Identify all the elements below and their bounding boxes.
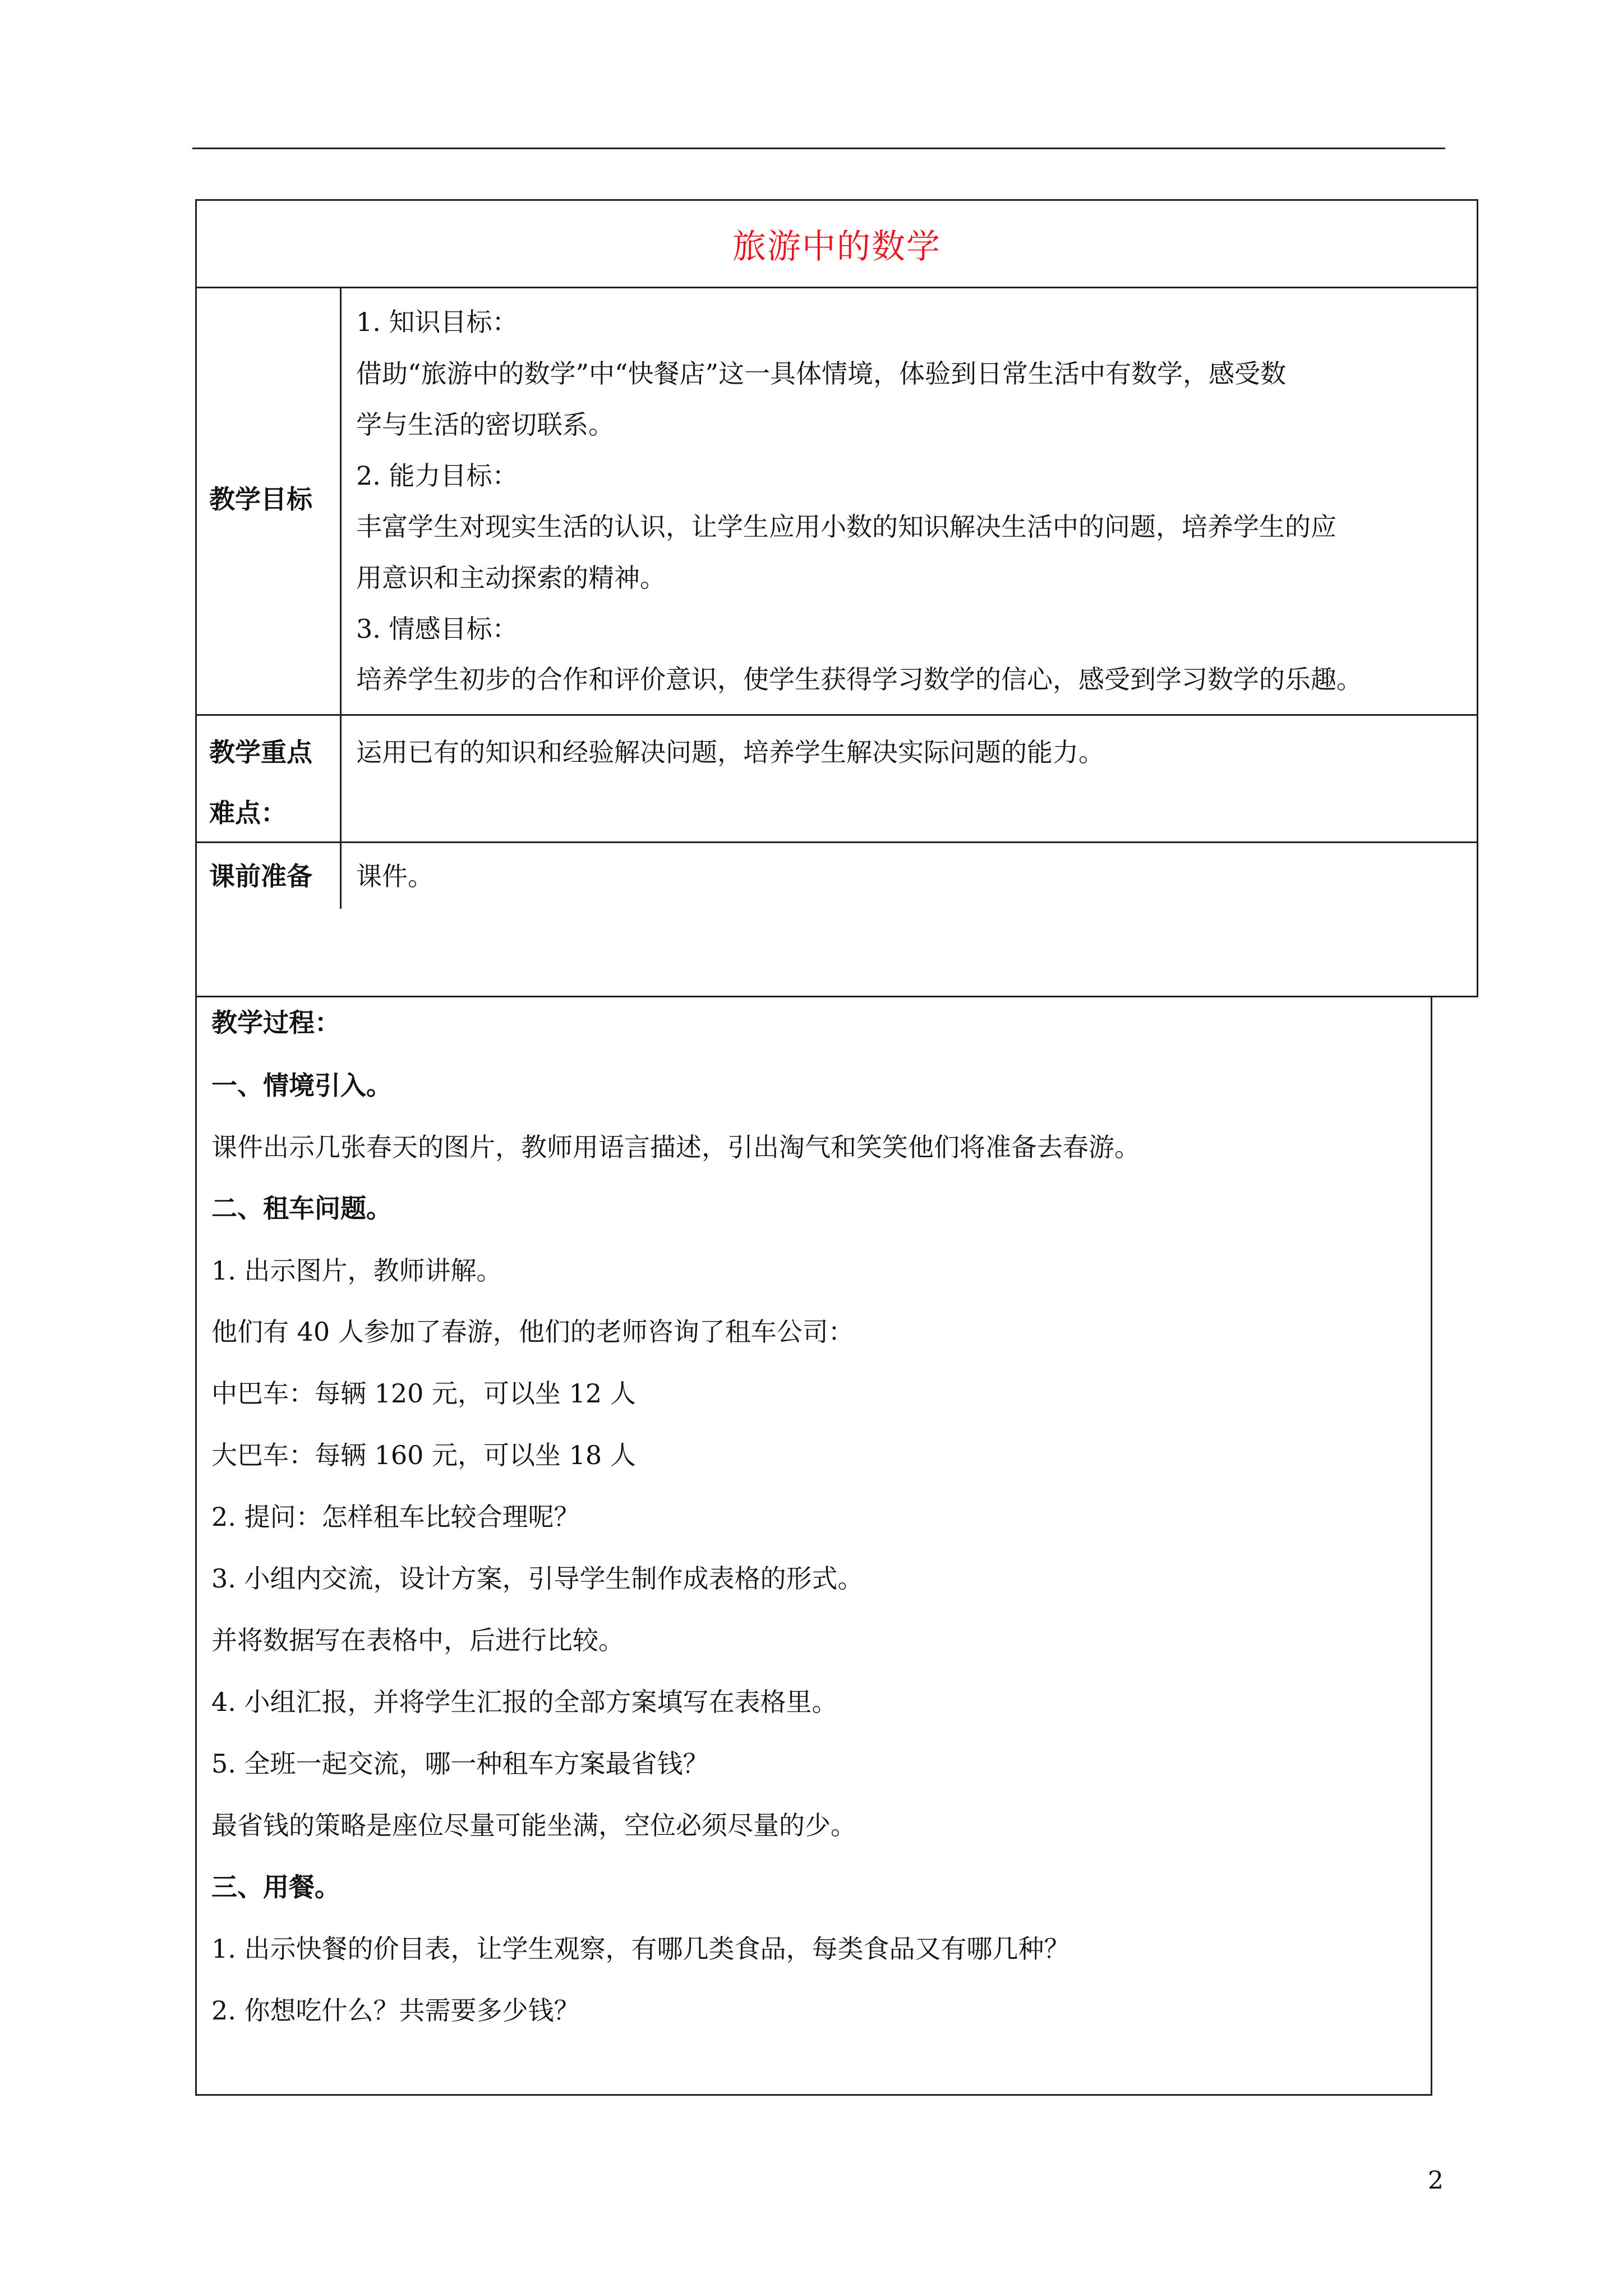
key-points-row	[197, 714, 1477, 843]
objectives-label: 教学目标	[209, 484, 312, 514]
process-line: 1. 出示快餐的价目表，让学生观察，有哪几类食品，每类食品又有哪几种？	[211, 1934, 1070, 1964]
section-heading: 一、情境引入。	[211, 1070, 392, 1101]
process-line: 2. 提问：怎样租车比较合理呢？	[211, 1502, 580, 1532]
process-line: 大巴车：每辆 160 元，可以坐 18 人	[211, 1440, 636, 1470]
teaching-process-cell	[195, 996, 1432, 2096]
process-line: 中巴车：每辆 120 元，可以坐 12 人	[211, 1378, 636, 1409]
preparation-content	[342, 841, 1477, 909]
process-heading: 教学过程：	[211, 1007, 340, 1038]
process-line: 3. 小组内交流，设计方案，引导学生制作成表格的形式。	[211, 1563, 864, 1594]
process-line: 2. 你想吃什么？共需要多少钱？	[211, 1995, 580, 2026]
lesson-plan-table	[195, 199, 1478, 997]
objective-line: 借助“旅游中的数学”中“快餐店”这一具体情境，体验到日常生活中有数学，感受数	[356, 358, 1287, 389]
preparation-text: 课件。	[356, 861, 434, 891]
process-line: 课件出示几张春天的图片，教师用语言描述，引出淘气和笑笑他们将准备去春游。	[211, 1132, 1140, 1162]
objectives-content	[342, 287, 1477, 714]
key-points-label: 教学重点	[209, 737, 312, 767]
lesson-title: 旅游中的数学	[197, 201, 1477, 288]
process-line: 1. 出示图片，教师讲解。	[211, 1255, 502, 1286]
objective-line: 1. 知识目标：	[356, 307, 518, 337]
objective-line: 2. 能力目标：	[356, 461, 518, 491]
preparation-row	[197, 841, 1477, 997]
preparation-label-cell	[197, 841, 342, 909]
objectives-row	[197, 287, 1477, 716]
page-number: 2	[1428, 2166, 1444, 2195]
key-points-label-cell	[197, 714, 342, 841]
process-line: 他们有 40 人参加了春游，他们的老师咨询了租车公司：	[211, 1317, 854, 1347]
key-points-label-continued: 难点：	[209, 798, 287, 828]
objectives-label-cell	[197, 287, 342, 714]
preparation-label: 课前准备	[209, 861, 312, 891]
objective-line: 学与生活的密切联系。	[356, 409, 614, 440]
objective-line: 培养学生初步的合作和评价意识，使学生获得学习数学的信心，感受到学习数学的乐趣。	[356, 664, 1362, 694]
objective-line: 用意识和主动探索的精神。	[356, 563, 666, 593]
section-heading: 二、租车问题。	[211, 1193, 392, 1223]
key-points-content	[342, 714, 1477, 841]
process-line: 并将数据写在表格中，后进行比较。	[211, 1625, 624, 1655]
objective-line: 丰富学生对现实生活的认识，让学生应用小数的知识解决生活中的问题，培养学生的应	[356, 512, 1336, 542]
objective-line: 3. 情感目标：	[356, 614, 518, 644]
process-line: 5. 全班一起交流，哪一种租车方案最省钱？	[211, 1749, 709, 1779]
section-heading: 三、用餐。	[211, 1872, 340, 1902]
process-line: 4. 小组汇报，并将学生汇报的全部方案填写在表格里。	[211, 1687, 838, 1717]
header-rule	[192, 148, 1445, 149]
process-line: 最省钱的策略是座位尽量可能坐满，空位必须尽量的少。	[211, 1810, 856, 1841]
key-points-text: 运用已有的知识和经验解决问题，培养学生解决实际问题的能力。	[356, 737, 1104, 767]
